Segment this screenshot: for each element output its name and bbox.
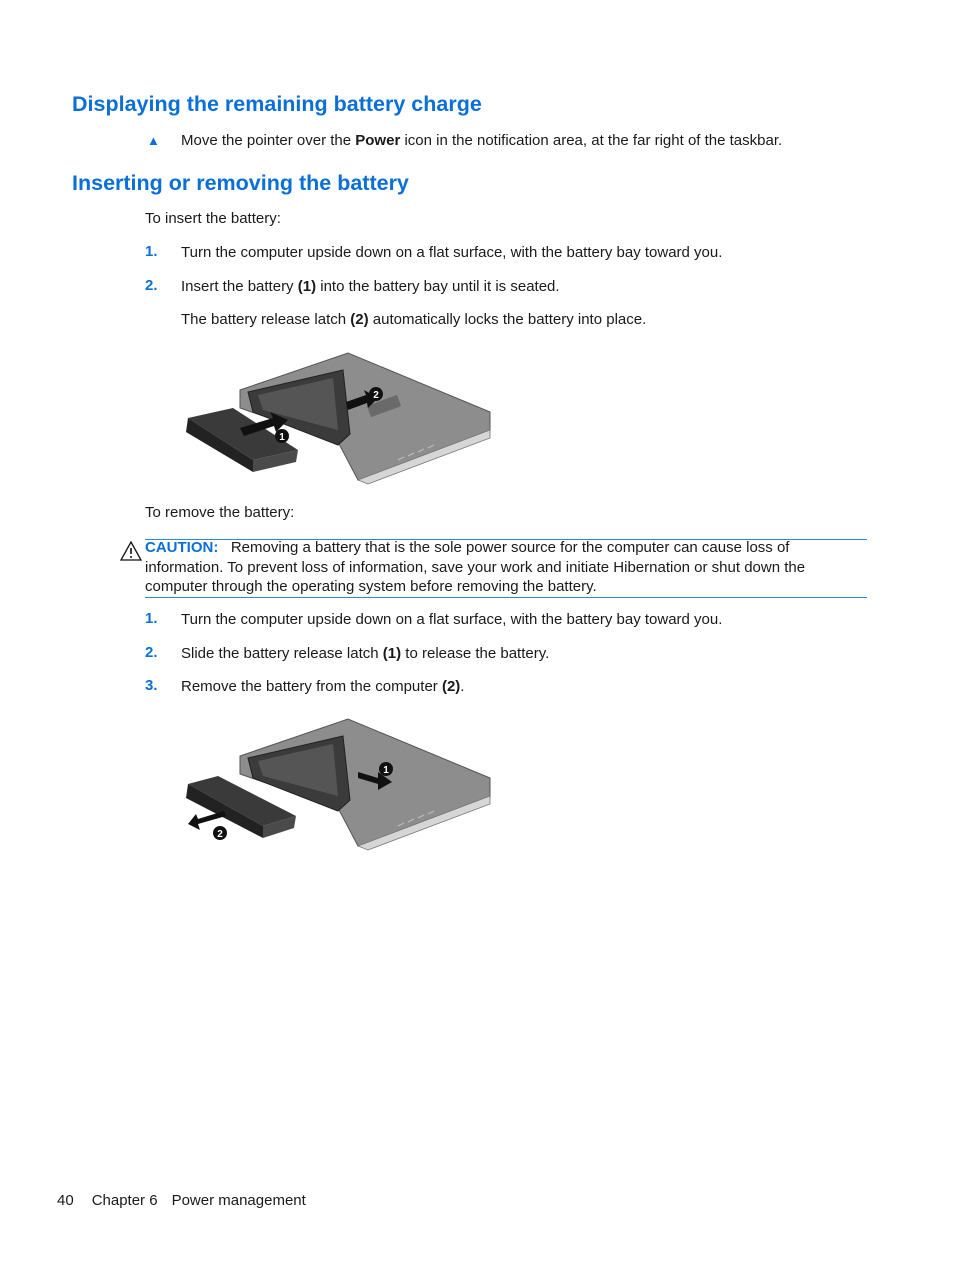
caution-bottom-rule xyxy=(145,597,867,598)
insert-intro: To insert the battery: xyxy=(145,210,281,227)
bullet-text-bold: Power xyxy=(355,132,401,149)
step-number: 2. xyxy=(145,277,158,294)
step-text-bold: (1) xyxy=(382,645,402,662)
bullet-text-part: Move the pointer over the xyxy=(181,132,356,149)
step-text-part: Slide the battery release latch xyxy=(181,645,383,662)
step-number: 1. xyxy=(145,610,158,627)
note-text-part: The battery release latch xyxy=(181,311,351,328)
step-text xyxy=(181,277,560,296)
caution-block xyxy=(145,538,867,597)
step-text-part: Remove the battery from the computer xyxy=(181,678,442,695)
step-text xyxy=(181,677,464,696)
step-text: Turn the computer upside down on a flat surface, with the battery bay toward you. xyxy=(181,611,723,628)
callout-2-label: 2 xyxy=(217,829,223,840)
section-heading-battery-charge: Displaying the remaining battery charge xyxy=(72,92,482,116)
step-note xyxy=(181,310,646,329)
bullet-text-part: icon in the notification area, at the far right of the taskbar. xyxy=(400,132,783,149)
callout-1-label: 1 xyxy=(279,432,285,443)
note-text-part: automatically locks the battery into place. xyxy=(368,311,647,328)
step-number: 1. xyxy=(145,243,158,260)
step-text-part: . xyxy=(460,678,465,695)
chapter-number: Chapter 6 xyxy=(91,1192,158,1209)
step-text xyxy=(181,644,549,663)
caution-line-3: computer through the operating system before removing the battery. xyxy=(145,578,597,595)
caution-line-2: information. To prevent loss of information, save your work and initiate Hibernation or shut down the xyxy=(145,558,806,576)
step-number: 3. xyxy=(145,677,158,694)
insert-battery-illustration xyxy=(178,350,498,490)
step-number: 2. xyxy=(145,644,158,661)
section-heading-insert-remove: Inserting or removing the battery xyxy=(72,171,409,195)
callout-1-label: 1 xyxy=(383,765,389,776)
warning-triangle-icon xyxy=(120,541,142,561)
step-text-part: Insert the battery xyxy=(181,278,298,295)
note-text-bold: (2) xyxy=(350,311,369,328)
step-text-bold: (1) xyxy=(297,278,317,295)
page-number: 40 xyxy=(57,1192,74,1209)
step-text-part: to release the battery. xyxy=(401,645,550,662)
step-text-part: into the battery bay until it is seated. xyxy=(316,278,560,295)
remove-intro: To remove the battery: xyxy=(145,504,295,521)
remove-battery-illustration xyxy=(178,716,498,856)
page-footer xyxy=(57,1191,306,1210)
caution-label: CAUTION: xyxy=(145,539,219,556)
callout-2-label: 2 xyxy=(373,390,379,401)
triangle-bullet-icon: ▲ xyxy=(147,133,160,148)
caution-text: Removing a battery that is the sole power source for the computer can cause loss of xyxy=(230,539,790,556)
bullet-text xyxy=(181,131,782,150)
caution-line-1 xyxy=(145,538,867,558)
step-text: Turn the computer upside down on a flat surface, with the battery bay toward you. xyxy=(181,244,723,261)
step-text-bold: (2) xyxy=(441,678,461,695)
chapter-title: Power management xyxy=(171,1192,306,1209)
